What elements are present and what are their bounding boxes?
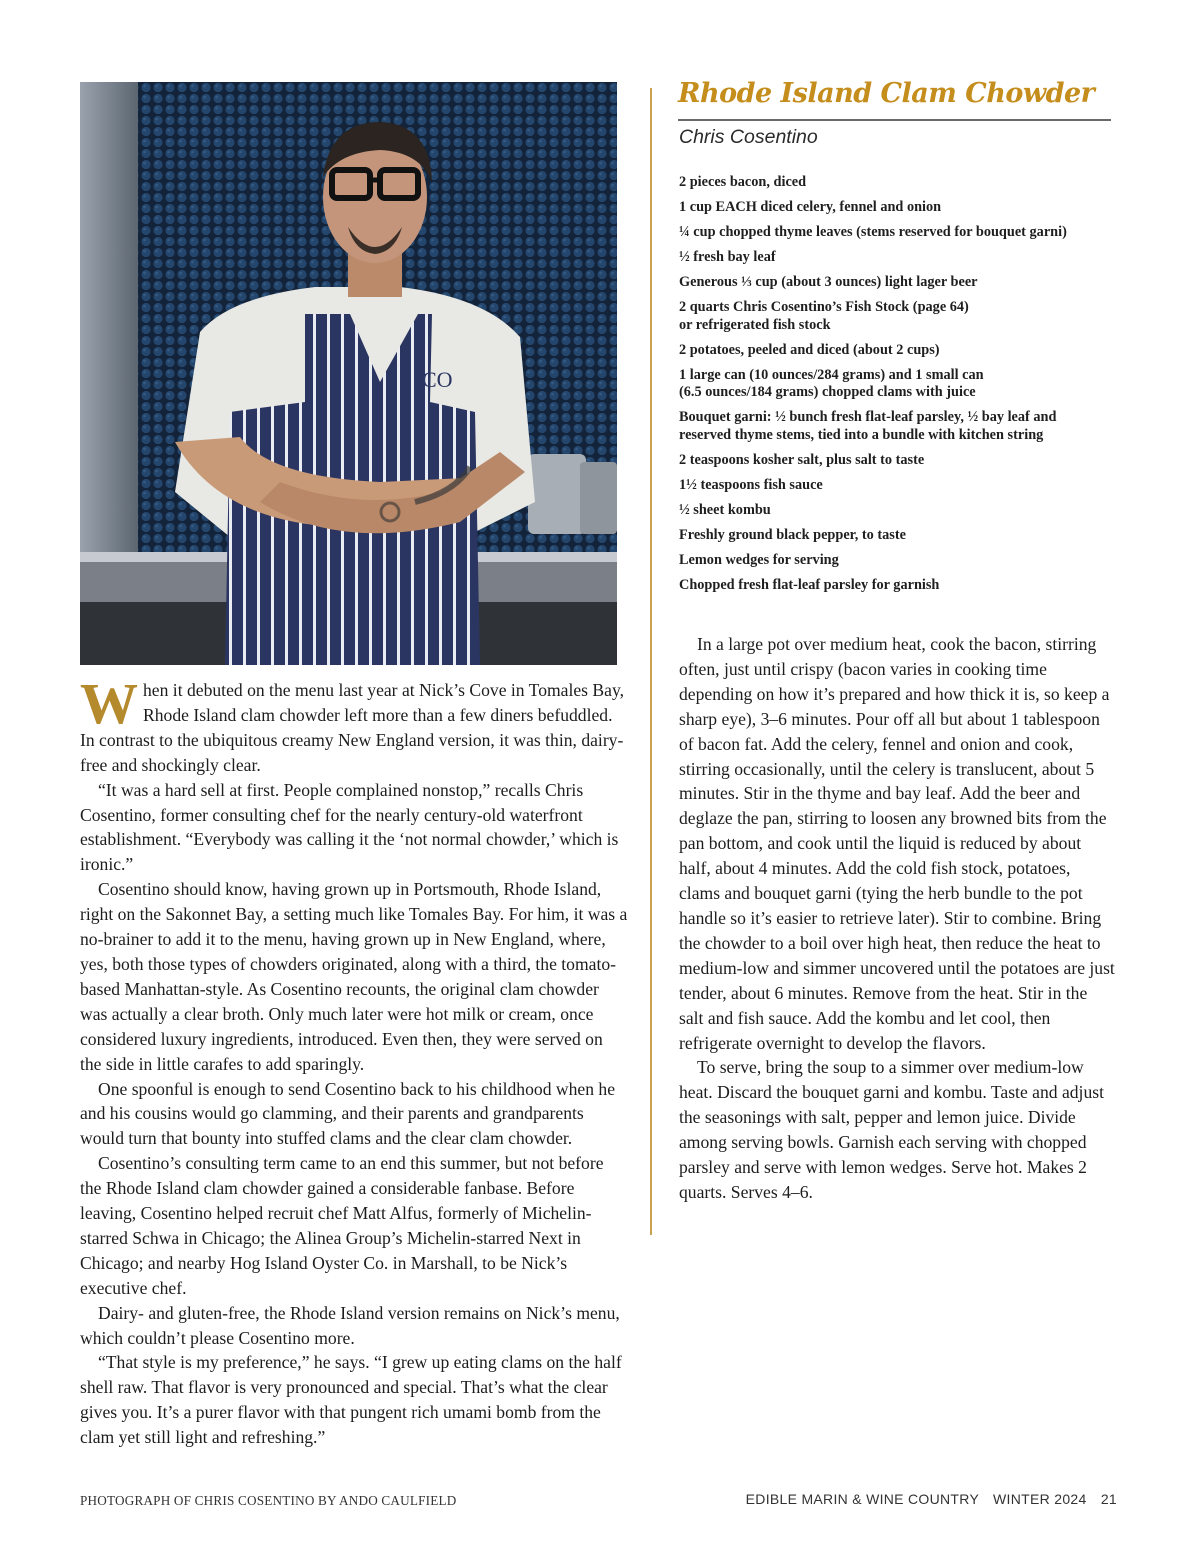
chef-photo-illustration <box>80 82 617 665</box>
issue-label: WINTER 2024 <box>993 1491 1087 1507</box>
story-paragraph-6: Dairy- and gluten-free, the Rhode Island version remains on Nick’s menu, which couldn’t please Cosentino more. <box>80 1302 620 1348</box>
ingredient-item: ½ fresh bay leaf <box>679 249 776 265</box>
chef-photo <box>80 82 617 665</box>
recipe-title-rule <box>678 119 1111 121</box>
recipe-method <box>679 632 1115 1205</box>
ingredient-item: 1 large can (10 ounces/284 grams) and 1 small can (6.5 ounces/184 grams) chopped clams with juice <box>679 366 984 400</box>
ingredient-item: 1 cup EACH diced celery, fennel and onion <box>679 199 942 215</box>
ingredient-item: Generous ⅓ cup (about 3 ounces) light lager beer <box>679 274 978 290</box>
recipe-divider-rule <box>650 88 652 1235</box>
ingredient-item: 1½ teaspoons fish sauce <box>679 476 823 493</box>
story-paragraph-2: “It was a hard sell at first. People complained nonstop,” recalls Chris Cosentino, former consulting chef for the nearly century-old waterfront establishment. “Everybody was calling it the ‘not normal chowder,’ which is ironic.” <box>80 779 619 875</box>
photo-credit: PHOTOGRAPH OF CHRIS COSENTINO BY ANDO CAULFIELD <box>80 1493 457 1508</box>
ingredient-list <box>679 174 1119 602</box>
recipe-title: Rhode Island Clam Chowder <box>678 78 1095 109</box>
ingredient-item: ¼ cup chopped thyme leaves (stems reserved for bouquet garni) <box>679 224 1067 240</box>
method-paragraph-1: In a large pot over medium heat, cook the bacon, stirring often, just until crispy (bacon varies in cooking time depending on how it’s prepared and how thick it is, so keep a sharp eye), 3–6 minutes. Pour off all but about 1 tablespoon of bacon fat. Add the celery, fennel and onion and cook, stirring occasionally, until the celery is translucent, about 5 minutes. Stir in the thyme and bay leaf. Add the beer and deglaze the pan, stirring to loosen any browned bits from the pan bottom, and cook until the liquid is reduced by about half, about 4 minutes. Add the cold fish stock, potatoes, clams and bouquet garni (tying the herb bundle to the pot handle so it’s easier to retrieve later). Stir to combine. Bring the chowder to a boil over high heat, then reduce the heat to medium-low and simmer uncovered until the potatoes are just tender, about 6 minutes. Remove from the heat. Stir in the salt and fish sauce. Add the kombu and let cool, then refrigerate overnight to develop the flavors. <box>679 634 1115 1053</box>
drop-cap: W <box>80 671 138 736</box>
apron-text: CO <box>422 367 453 392</box>
ingredient-item: 2 potatoes, peeled and diced (about 2 cups) <box>679 341 940 358</box>
story-column <box>80 671 628 1450</box>
ingredient-item: Bouquet garni: ½ bunch fresh flat-leaf parsley, ½ bay leaf and reserved thyme stems, tied into a bundle with kitchen string <box>679 409 1057 443</box>
publication-name: EDIBLE MARIN & WINE COUNTRY <box>745 1491 979 1507</box>
ingredient-item: 2 quarts Chris Cosentino’s Fish Stock (page 64) or refrigerated fish stock <box>679 299 969 333</box>
page-number: 21 <box>1100 1491 1117 1507</box>
folio <box>746 1491 1117 1507</box>
ingredient-item: 2 teaspoons kosher salt, plus salt to taste <box>679 451 925 468</box>
recipe-author: Chris Cosentino <box>679 126 818 148</box>
ingredient-item: Freshly ground black pepper, to taste <box>679 526 906 543</box>
ingredient-item: ½ sheet kombu <box>679 501 771 518</box>
story-paragraph-3: Cosentino should know, having grown up in Portsmouth, Rhode Island, right on the Sakonnet Bay, a setting much like Tomales Bay. For him, it was a no-brainer to add it to the menu, having grown up in New England, where, yes, both those types of chowders originated, along with a third, the tomato-based Manhattan-style. As Cosentino recounts, the original clam chowder was actually a clear broth. Only much later were hot milk or cream, once considered luxury ingredients, introduced. Even then, they were served on the side in little carafes to add sparingly. <box>80 879 628 1074</box>
story-paragraph-1: When it debuted on the menu last year at Nick’s Cove in Tomales Bay, Rhode Island clam chowder left more than a few diners befuddled. In contrast to the ubiquitous creamy New England version, it was thin, dairy-free and shockingly clear. <box>80 671 625 775</box>
method-paragraph-2: To serve, bring the soup to a simmer over medium-low heat. Discard the bouquet garni and kombu. Taste and adjust the seasonings with salt, pepper and lemon juice. Divide among serving bowls. Garnish each serving with chopped parsley and serve with lemon wedges. Serve hot. Makes 2 quarts. Serves 4–6. <box>679 1057 1104 1202</box>
story-paragraph-7: “That style is my preference,” he says. “I grew up eating clams on the half shell raw. That flavor is very pronounced and special. That’s what the clear gives you. It’s a purer flavor with that pungent rich umami bomb from the clam yet still light and refreshing.” <box>80 1352 622 1448</box>
ingredient-item: Lemon wedges for serving <box>679 551 839 568</box>
story-paragraph-5: Cosentino’s consulting term came to an end this summer, but not before the Rhode Island clam chowder gained a considerable fanbase. Before leaving, Cosentino helped recruit chef Matt Alfus, formerly of Michelin-starred Schwa in Chicago; the Alinea Group’s Michelin-starred Next in Chicago; and nearby Hog Island Oyster Co. in Marshall, to be Nick’s executive chef. <box>80 1153 604 1298</box>
ingredient-item: Chopped fresh flat-leaf parsley for garnish <box>679 576 940 593</box>
story-paragraph-4: One spoonful is enough to send Cosentino back to his childhood when he and his cousins would go clamming, and their parents and grandparents would turn that bounty into stuffed clams and the clear clam chowder. <box>80 1078 615 1149</box>
ingredient-item: 2 pieces bacon, diced <box>679 174 807 190</box>
